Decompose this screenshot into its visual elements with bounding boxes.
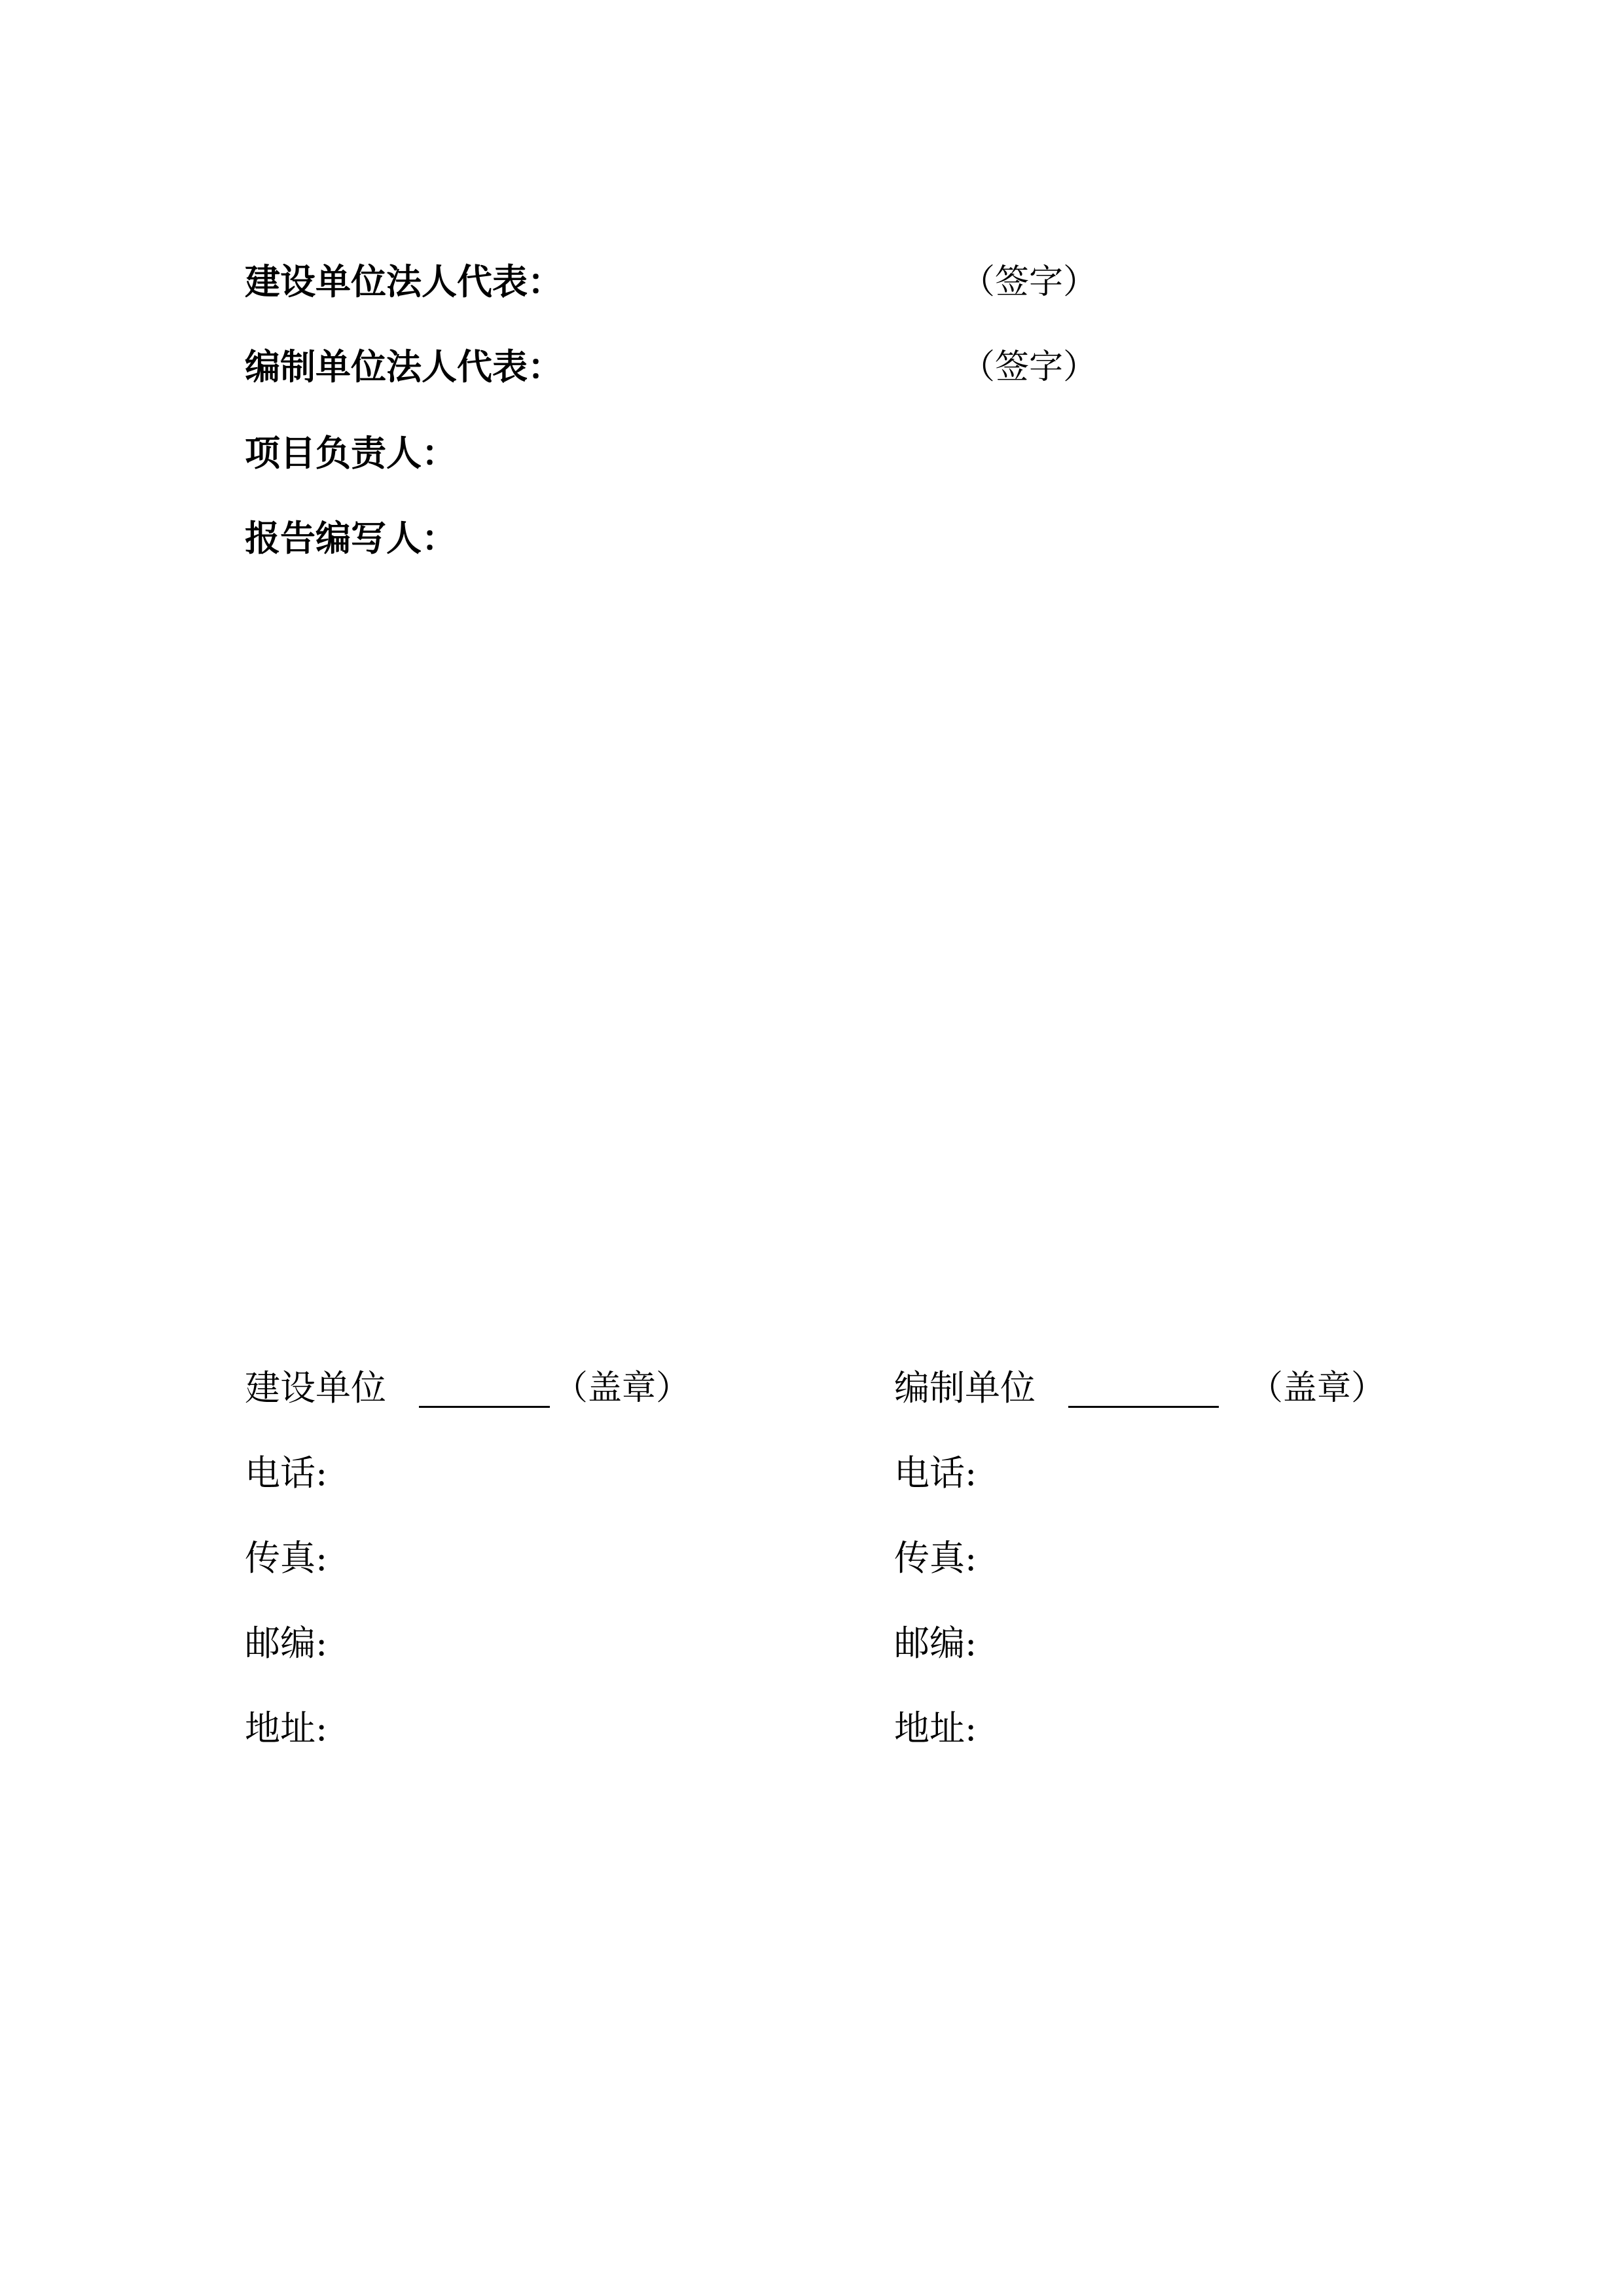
compiling-unit-title: 编制单位	[894, 1367, 1036, 1408]
construction-unit-name-blank	[419, 1406, 550, 1408]
construction-unit-phone-label: 电话:	[245, 1452, 328, 1494]
construction-unit-signature-note: （签字）	[961, 262, 1098, 302]
project-lead-label: 项目负责人：	[245, 433, 457, 474]
construction-unit-title: 建设单位	[245, 1367, 386, 1408]
construction-unit-fax-label: 传真:	[245, 1537, 328, 1579]
construction-unit-legal-rep-label: 建设单位法人代表：	[245, 261, 563, 302]
report-author-label: 报告编写人：	[245, 518, 457, 559]
construction-unit-address-label: 地址:	[245, 1708, 328, 1749]
construction-unit-postcode-label: 邮编:	[245, 1623, 328, 1664]
compiling-unit-phone-label: 电话:	[894, 1452, 977, 1494]
compiling-unit-stamp-note: （盖章）	[1249, 1369, 1386, 1408]
compiling-unit-fax-label: 传真:	[894, 1537, 977, 1579]
compiling-unit-address-label: 地址:	[894, 1708, 977, 1749]
compiling-unit-name-blank	[1068, 1406, 1219, 1408]
compiling-unit-legal-rep-label: 编制单位法人代表：	[245, 346, 563, 387]
compiling-unit-signature-note: （签字）	[961, 348, 1098, 387]
construction-unit-stamp-note: （盖章）	[554, 1369, 691, 1408]
compiling-unit-postcode-label: 邮编:	[894, 1623, 977, 1664]
